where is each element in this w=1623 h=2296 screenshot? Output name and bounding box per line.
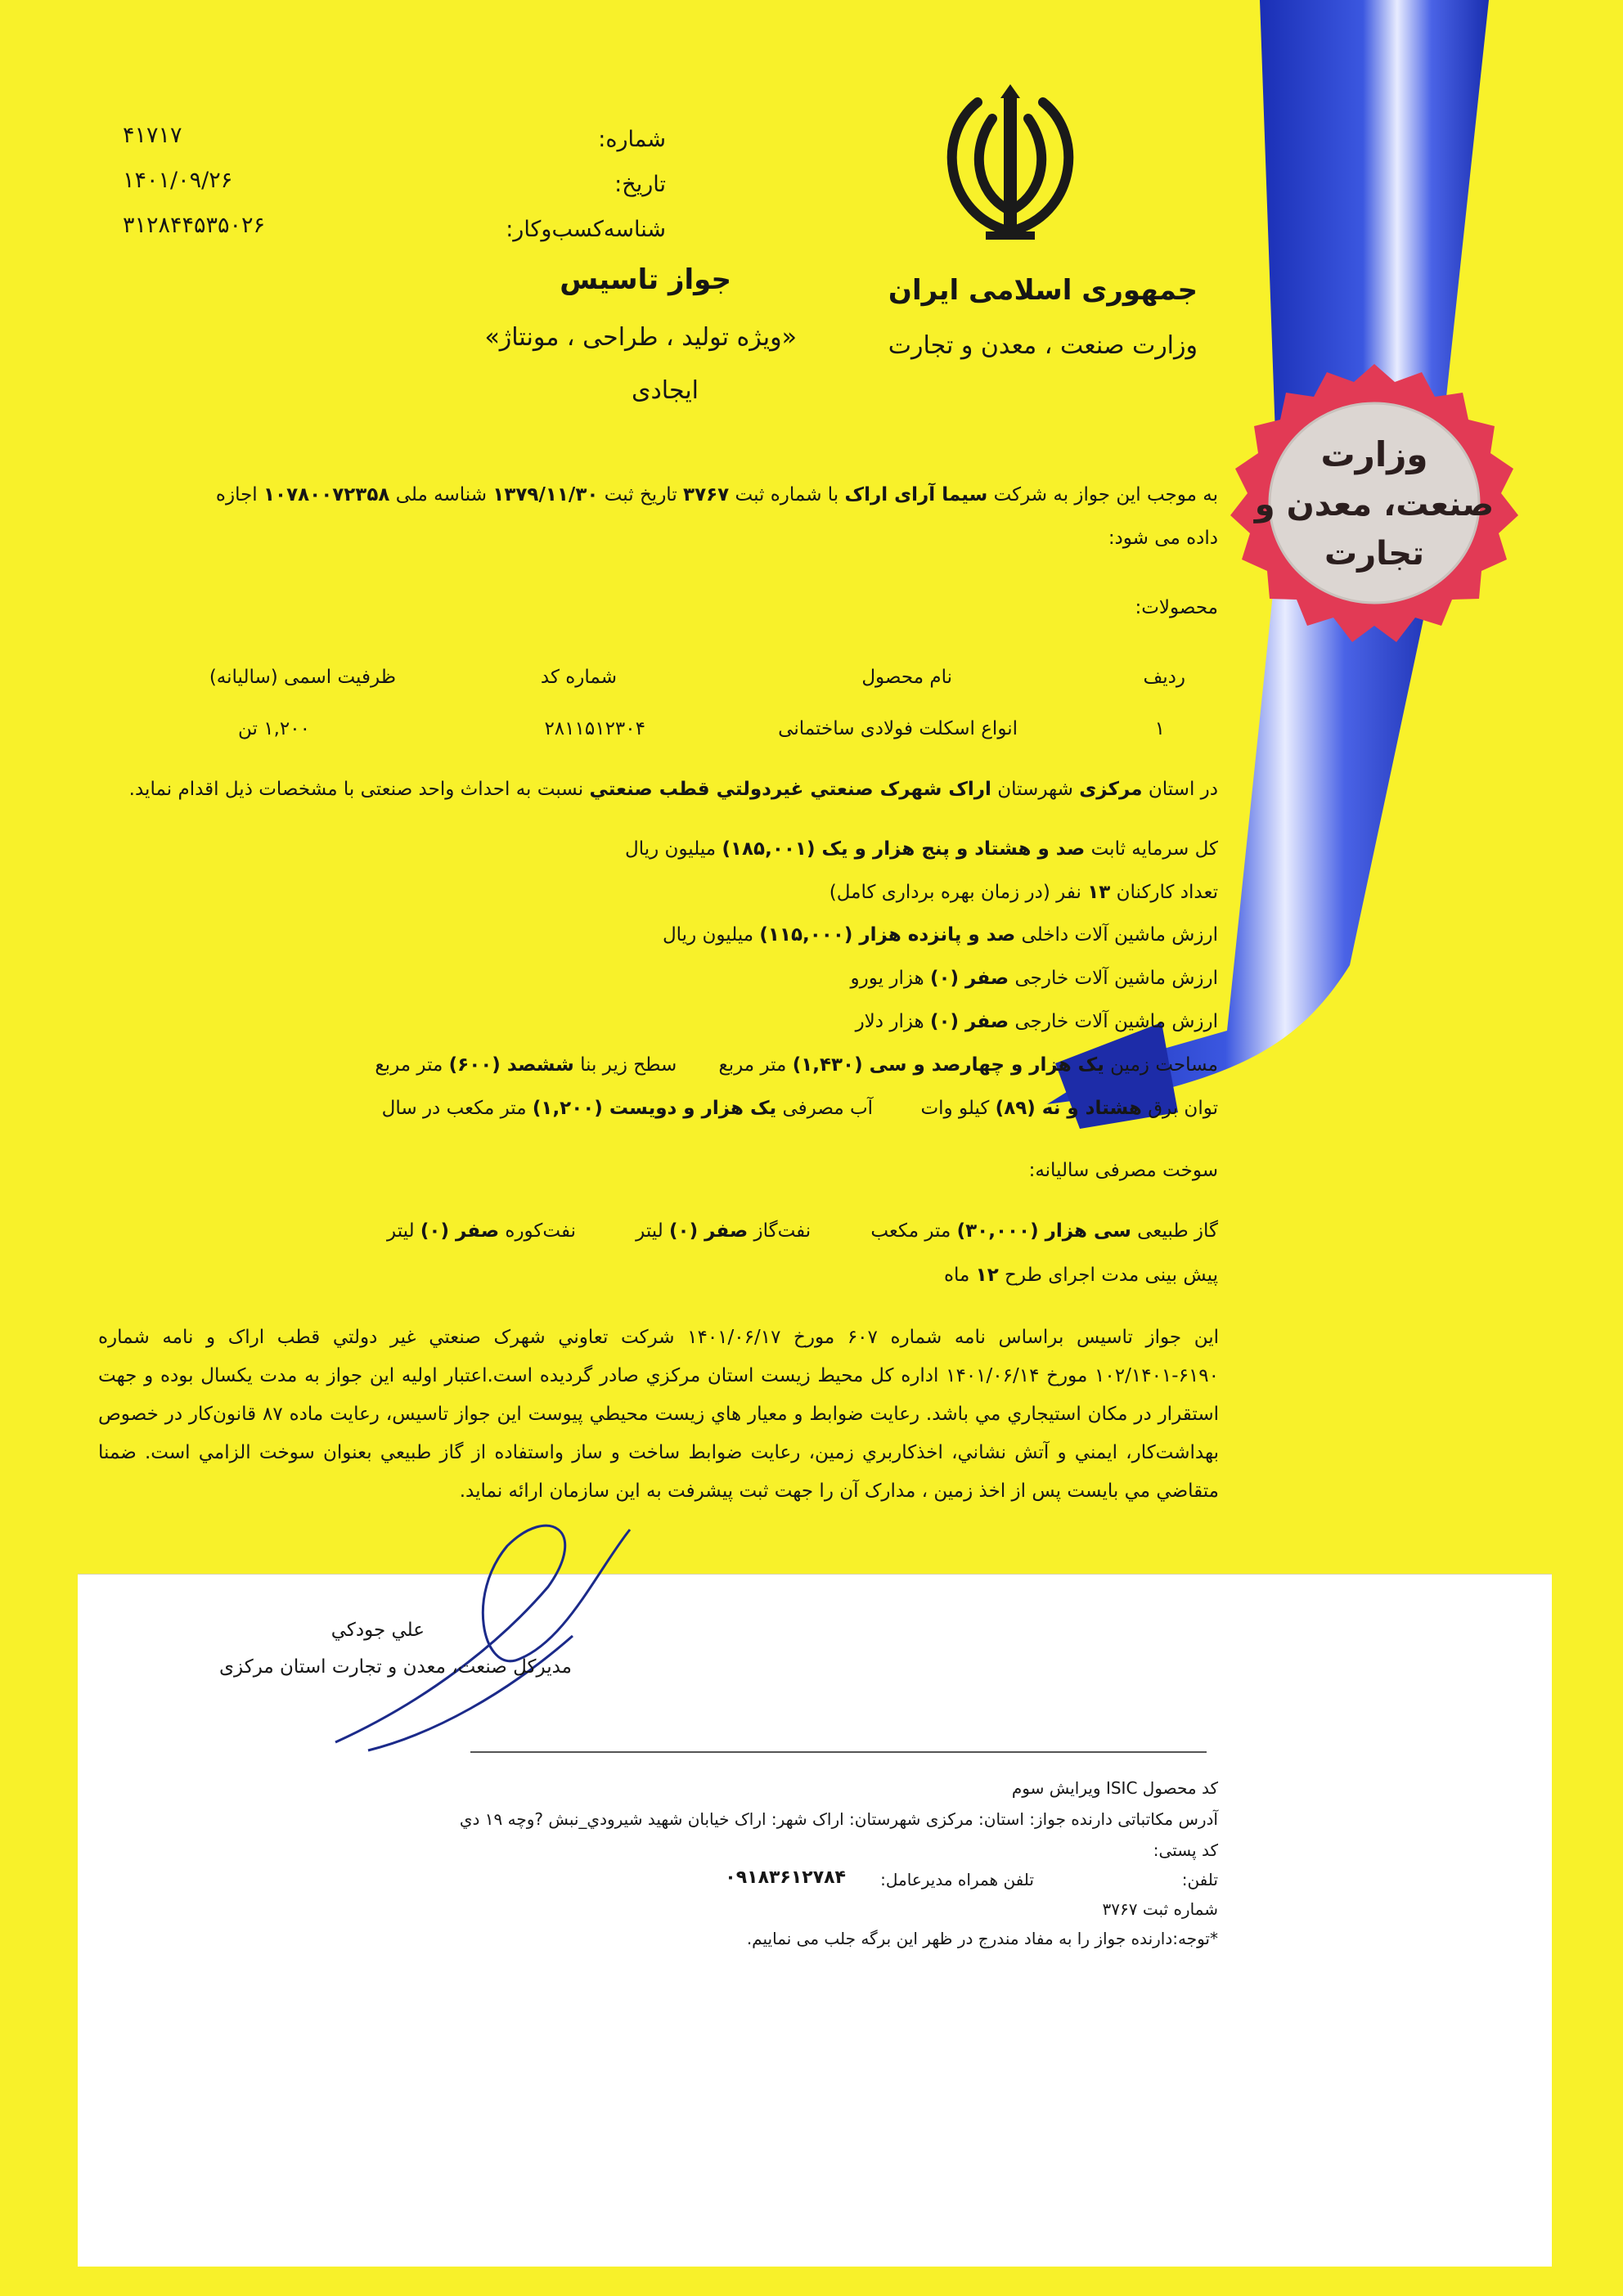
footer-box — [78, 1574, 1552, 2267]
iran-emblem-icon — [928, 78, 1092, 249]
fuel-label: سوخت مصرفی سالیانه: — [1028, 1160, 1218, 1181]
location-line: در استان مرکزی شهرستان اراک شهرک صنعتي غیردولتي قطب صنعتي نسبت به احداث واحد صنعتی با مشخصات ذیل اقدام نماید. — [128, 779, 1218, 800]
document-subtitle: «ویژه تولید ، طراحی ، مونتاژ» — [484, 323, 797, 352]
intro-line: به موجب این جواز به شرکت سیما آرای اراک با شماره ثبت ۳۷۶۷ تاریخ ثبت ۱۳۷۹/۱۱/۳۰ شناسه ملی ۱۰۷۸۰۰۷۲۳۵۸ اجازه — [215, 484, 1218, 505]
document-type: ایجادی — [631, 376, 699, 405]
note-line: *توجه:دارنده جواز را به مفاد مندرج در ظهر این برگه جلب می نماییم. — [746, 1929, 1218, 1948]
duration-line: پیش بینی مدت اجرای طرح ۱۲ ماه — [943, 1265, 1218, 1286]
seal-line2: صنعت، معدن و — [1254, 486, 1495, 523]
number-label: شماره: — [598, 127, 666, 152]
number-value: ۴۱۷۱۷ — [123, 123, 182, 148]
republic-title: جمهوری اسلامی ایران — [888, 274, 1198, 307]
col-header-capacity: ظرفیت اسمی (سالیانه) — [209, 667, 396, 688]
date-label: تاریخ: — [614, 172, 666, 197]
intro-line2: داده می شود: — [1108, 528, 1218, 549]
date-value: ۱۴۰۱/۰۹/۲۶ — [123, 168, 233, 193]
ministry-seal — [1207, 360, 1542, 663]
address-line: آدرس مکاتباتی دارنده جواز: استان: مرکزی شهرستان: اراک شهر: اراک خیابان شهید شیرودي_نبش ?وچه ۱۹ دي — [459, 1809, 1218, 1829]
col-header-name: نام محصول — [861, 667, 952, 688]
cell-name: انواع اسکلت فولادی ساختمانی — [778, 718, 1018, 739]
capital-line: کل سرمایه ثابت صد و هشتاد و پنج هزار و یک (۱۸۵,۰۰۱) میلیون ریال — [625, 838, 1218, 860]
col-header-row: ردیف — [1143, 667, 1185, 688]
phone-label: تلفن: — [1181, 1870, 1218, 1889]
staff-line: تعداد کارکنان ۱۳ نفر (در زمان بهره برداری کامل) — [829, 882, 1218, 903]
postal-line: کد پستی: — [1153, 1840, 1218, 1860]
mobile-value: ۰۹۱۸۳۶۱۲۷۸۴ — [725, 1867, 846, 1888]
signature-divider — [470, 1751, 1207, 1753]
cell-code: ۲۸۱۱۵۱۲۳۰۴ — [544, 718, 645, 739]
seal-line1: وزارت — [1320, 434, 1428, 474]
products-label: محصولات: — [1135, 597, 1218, 618]
business-id-label: شناسه‌کسب‌وکار: — [506, 217, 666, 242]
conditions-paragraph: این جواز تاسیس براساس نامه شماره ۶۰۷ مورخ ۱۴۰۱/۰۶/۱۷ شرکت تعاوني شهرک صنعتي غیر دولتي قطب اراک و نامه شماره ۶۱۹۰-۱۰۲/۱۴۰۱ مورخ ۱۴۰۱/۰۶/۱۴ اداره کل محیط زیست استان مرکزي صادر گردیده است.اعتبار اولیه این جواز به مدت یکسال بوده و جهت استقرار در مکان استیجاري مي باشد. رعایت ضوابط و معیار هاي زیست محیطي پیوست این جواز تاسیس، رعایت ماده ۸۷ قانون‌کار در خصوص بهداشت‌کار، ایمني و آتش نشاني، اخذ‌کاربري زمین، رعایت ضوابط ساخت و ساز واستفاده از گاز طبیعي بعنوان سوخت الزامي است. ضمنا متقاضي مي بایست پس از اخذ زمین ، مدارک آن را جهت ثبت پیشرفت به این سازمان ارائه نماید. — [98, 1327, 1220, 1502]
land-line: مساحت زمین یک هزار و چهارصد و سی (۱,۴۳۰) متر مربع سطح زیر بنا ششصد (۶۰۰) متر مربع — [375, 1054, 1218, 1076]
col-header-code: شماره کد — [540, 667, 617, 688]
machine-dollar-line: ارزش ماشین آلات خارجی صفر (۰) هزار دلار — [855, 1011, 1218, 1032]
signer-position: مدیرکل صنعت، معدن و تجارت استان مرکزی — [219, 1656, 572, 1678]
seal-line3: تجارت — [1324, 535, 1425, 573]
fuel-line: گاز طبیعی سی هزار (۳۰,۰۰۰) متر مکعب نفت‌گاز صفر (۰) لیتر نفت‌کوره صفر (۰) لیتر — [387, 1220, 1218, 1242]
machine-domestic-line: ارزش ماشین آلات داخلی صد و پانزده هزار (۱۱۵,۰۰۰) میلیون ریال — [662, 924, 1218, 946]
mobile-label: تلفن همراه مدیرعامل: — [880, 1870, 1034, 1889]
ministry-title: وزارت صنعت ، معدن و تجارت — [888, 331, 1198, 360]
power-line: توان برق هشتاد و نه (۸۹) کیلو وات آب مصرفی یک هزار و دویست (۱,۲۰۰) متر مکعب در سال — [381, 1098, 1218, 1119]
signer-name: علي جودکي — [330, 1620, 425, 1641]
cell-row: ۱ — [1154, 718, 1165, 739]
isic-line: کد محصول ISIC ویرایش سوم — [1011, 1778, 1218, 1798]
business-id-value: ۳۱۲۸۴۴۵۳۵۰۲۶ — [123, 213, 266, 238]
cell-capacity: ۱,۲۰۰ تن — [238, 718, 310, 739]
reg-line: شماره ثبت ۳۷۶۷ — [1102, 1899, 1218, 1919]
machine-euro-line: ارزش ماشین آلات خارجی صفر (۰) هزار یورو — [850, 968, 1218, 989]
document-title: جواز تاسیس — [560, 263, 731, 296]
